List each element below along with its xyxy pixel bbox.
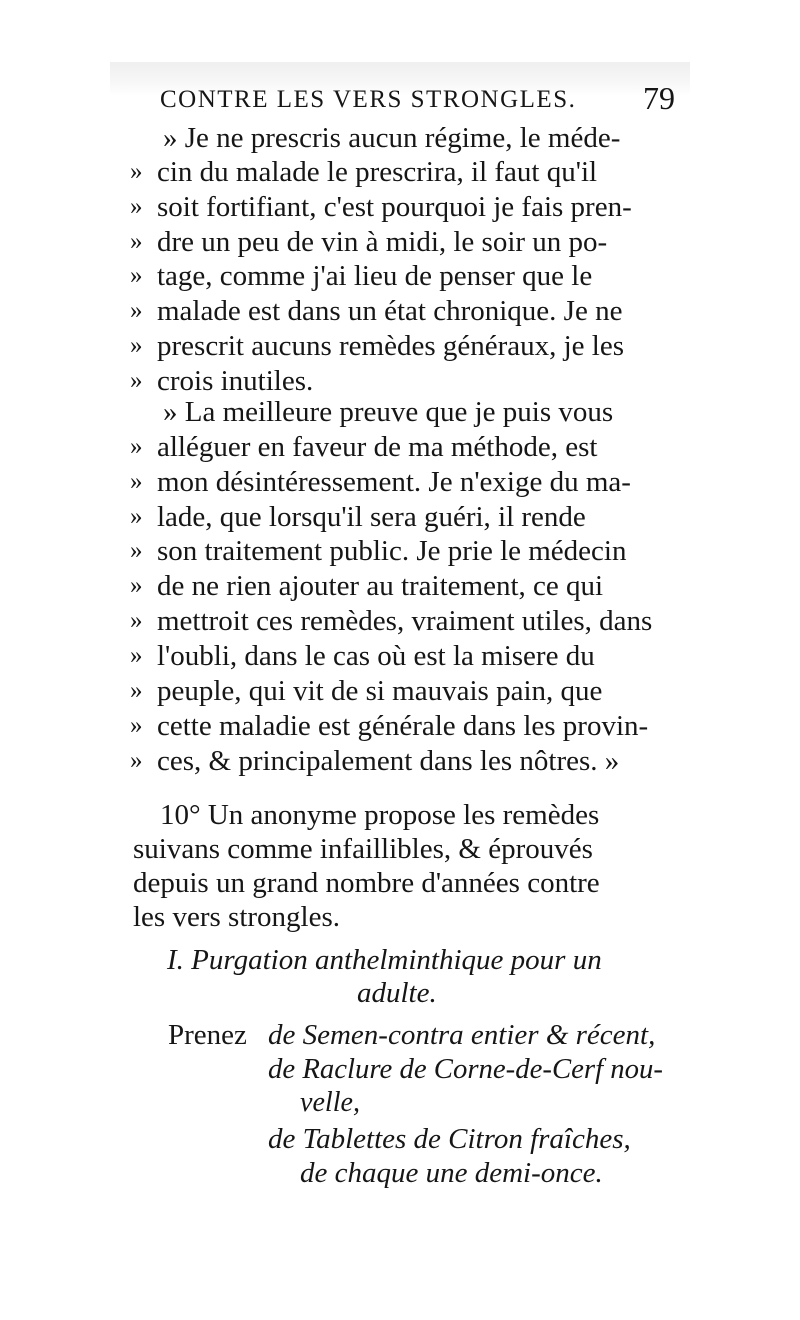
text-line: soit fortifiant, c'est pourquoi je fais pren-	[157, 191, 632, 223]
text-line: l'oubli, dans le cas où est la misere du	[157, 640, 595, 672]
text-line: prescrit aucuns remèdes généraux, je les	[157, 330, 625, 362]
page-number: 79	[643, 80, 675, 116]
text-line: malade est dans un état chronique. Je ne	[157, 295, 623, 327]
text-line: tage, comme j'ai lieu de penser que le	[157, 260, 593, 292]
text-line: alléguer en faveur de ma méthode, est	[157, 431, 598, 463]
text-line: les vers strongles.	[133, 901, 340, 933]
quotation-mark: »	[130, 228, 143, 255]
recipe-line: de Raclure de Corne-de-Cerf nou-	[268, 1053, 663, 1085]
running-title: CONTRE LES VERS STRONGLES.	[160, 86, 577, 113]
quotation-mark: »	[130, 607, 143, 634]
text-line: lade, que lorsqu'il sera guéri, il rende	[157, 501, 586, 533]
text-line: mettroit ces remèdes, vraiment utiles, dans	[157, 605, 653, 637]
text-line: cette maladie est générale dans les provin-	[157, 710, 649, 742]
quotation-mark: »	[130, 297, 143, 324]
text-line: 10° Un anonyme propose les remèdes	[160, 799, 600, 831]
text-line: depuis un grand nombre d'années contre	[133, 867, 600, 899]
recipe-line: de chaque une demi-once.	[300, 1157, 603, 1189]
quotation-mark: »	[130, 503, 143, 530]
quotation-mark: »	[130, 537, 143, 564]
text-line: peuple, qui vit de si mauvais pain, que	[157, 675, 603, 707]
text-line: de ne rien ajouter au traitement, ce qui	[157, 570, 604, 602]
text-line: son traitement public. Je prie le médecin	[157, 535, 627, 567]
text-line: ces, & principalement dans les nôtres. »	[157, 745, 620, 777]
text-line: » Je ne prescris aucun régime, le méde-	[163, 122, 621, 154]
text-line: dre un peu de vin à midi, le soir un po-	[157, 226, 608, 258]
quotation-mark: »	[130, 468, 143, 495]
text-line: mon désintéressement. Je n'exige du ma-	[157, 466, 631, 498]
quotation-mark: »	[130, 367, 143, 394]
recipe-line: de Semen-contra entier & récent,	[268, 1019, 656, 1051]
running-header	[160, 80, 675, 120]
quotation-mark: »	[130, 642, 143, 669]
heading-line: I. Purgation anthelminthique pour un	[167, 944, 602, 976]
quotation-mark: »	[130, 572, 143, 599]
recipe-line: velle,	[300, 1086, 361, 1118]
text-line: » La meilleure preuve que je puis vous	[163, 396, 614, 428]
quotation-mark: »	[130, 712, 143, 739]
quotation-mark: »	[130, 262, 143, 289]
text-line: suivans comme infaillibles, & éprouvés	[133, 833, 593, 865]
text-line: crois inutiles.	[157, 365, 314, 397]
recipe-lead: Prenez	[168, 1019, 247, 1051]
quotation-mark: »	[130, 747, 143, 774]
quotation-mark: »	[130, 677, 143, 704]
heading-line: adulte.	[357, 977, 437, 1009]
quotation-mark: »	[130, 433, 143, 460]
quotation-mark: »	[130, 158, 143, 185]
quotation-mark: »	[130, 332, 143, 359]
quotation-mark: »	[130, 193, 143, 220]
text-line: cin du malade le prescrira, il faut qu'il	[157, 156, 598, 188]
recipe-line: de Tablettes de Citron fraîches,	[268, 1123, 631, 1155]
